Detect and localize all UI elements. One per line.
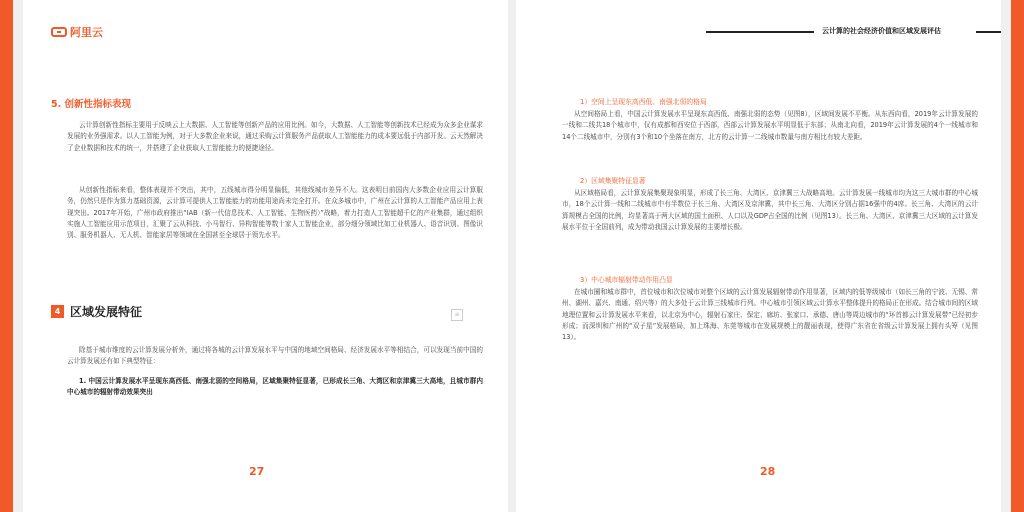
key-point-1: 1. 中国云计算发展水平呈现东高西低、南强北弱的空间格局，区域集聚特征显著，已形成长三角、大湾区和京津冀三大高地，且城市群内中心城市的辐射带动效果突出 (67, 377, 483, 397)
note-icon: ≡ (451, 309, 463, 321)
right-page (516, 0, 1001, 512)
chapter-number-badge: 4 (51, 305, 64, 318)
paragraph-regional-clusters: 从区域格局看，云计算发展集聚现象明显，形成了长三角、大湾区、京津冀三大战略高地。云计算发展一线城市均为这三大城市群的中心城市，18个云计算一线和二线城市中有半数位于长三角、大湾区及京津冀，其中长三角、大湾区分别占据16强中的4席。长三角、大湾区的云计算规模占全国的比例，均显著高于两大区域的国土面积、人口以及GDP占全国的比例（见图13）。长三角、大湾区、京津冀三大区域的云计算发展水平位于全国前列，成为带动我国云计算发展的主要增长极。 (562, 189, 978, 231)
page-number: 28 (760, 465, 776, 478)
brand-logo (51, 24, 103, 40)
chapter-heading (51, 303, 142, 320)
paragraph-spatial-pattern: 从空间格局上看，中国云计算发展水平呈现东高西低、南强北弱的态势（见图8），区域间发展不平衡。从东西向看，2019年云计算发展的一线和二线共18个城市中，仅有成都和西安位于西部，西部云计算发展水平明显低于东部；从南北向看，2019年云计算发展的4个一线城市和14个二线城市中，分别有3个和10个坐落在南方，北方的云计算一二线城市数量与南方相比有较大差距。 (562, 110, 978, 141)
paragraph-region-intro: 除基于城市维度的云计算发展分析外，通过将各城的云计算发展水平与中国的地域空间格局、经济发展水平等相结合，可以发现当前中国的云计算发展还有如下典型特征： (67, 346, 483, 366)
page-number: 27 (249, 465, 265, 478)
right-accent-stripe (1011, 0, 1024, 512)
header-rule-left (706, 31, 814, 33)
left-page (23, 0, 508, 512)
aliyun-logo-icon (51, 27, 67, 37)
subsection-heading-1: 1）空间上呈现东高西低、南强北弱的格局 (580, 98, 707, 106)
subsection-heading-3: 3）中心城市辐射带动作用凸显 (580, 276, 673, 284)
chapter-title: 区域发展特征 (70, 305, 143, 319)
subsection-heading-2: 2）区域集聚特征显著 (580, 177, 646, 185)
paragraph-innovation-analysis: 从创新性指标来看，整体表现并不突出，其中，五线城市得分明显偏低，其他线城市差异不大。这表明目前国内大多数企业应用云计算服务，仍然只是作为算力基础资源，云计算可提供人工智能能力的功能用途尚未完全打开。在众多城市中，广州在云计算的人工智能产品应用上表现突出。2017年开始，广州市政府推出“IAB（新一代信息技术、人工智能、生物医药）”战略，着力打造人工智能超千亿的产业集群，通过组织实施人工智能应用示范项目，汇聚了云从科技、小马智行、异构智能等数十家人工智能企业，部分细分领域比如工业机器人、语音识别、图像识别、服务机器人、无人机、智能家居等领域在全国甚至全球居于领先水平。 (67, 186, 483, 240)
logo-text: 阿里云 (70, 26, 103, 39)
header-rule-right (976, 31, 1001, 33)
paragraph-central-cities: 在城市圈和城市群中，首位城市和次位城市对整个区域的云计算发展辐射带动作用显著，区域内的低等级城市（如长三角的宁波、无锡、常州、湖州、嘉兴、南通、绍兴等）的大多处于云计算三线城市行列。中心城市引领区域云计算水平整体提升的格局正在形成。结合城市间的区域地理位置和云计算发展水平来看，以北京为中心，辐射石家庄、保定、廊坊、张家口、承德、唐山等周边城市的“环首都云计算发展带”已经初步形成；而深圳和广州的“双子星”发展格局，加上珠海、东莞等城市在发展规模上的靓丽表现，使得广东省在省级云计算发展上拥有头筹（见图13）。 (562, 288, 978, 342)
paragraph-innovation-intro: 云计算创新性指标主要用于反映云上大数据、人工智能等创新产品的应用比例。如今，大数据、人工智能等创新技术已经成为众多企业谋求发展的业务强需求。以人工智能为例，对于大多数企业来说，通过采购云计算服务产品获取人工智能能力的成本要远低于内部开发。云天然解决了企业数据和技术的统一，并搭建了企业获取人工智能能力的便捷途径。 (67, 121, 483, 152)
running-header-title: 云计算的社会经济价值和区域发展评估 (822, 27, 941, 35)
section-heading: 5. 创新性指标表现 (51, 99, 132, 110)
left-accent-stripe (0, 0, 13, 512)
